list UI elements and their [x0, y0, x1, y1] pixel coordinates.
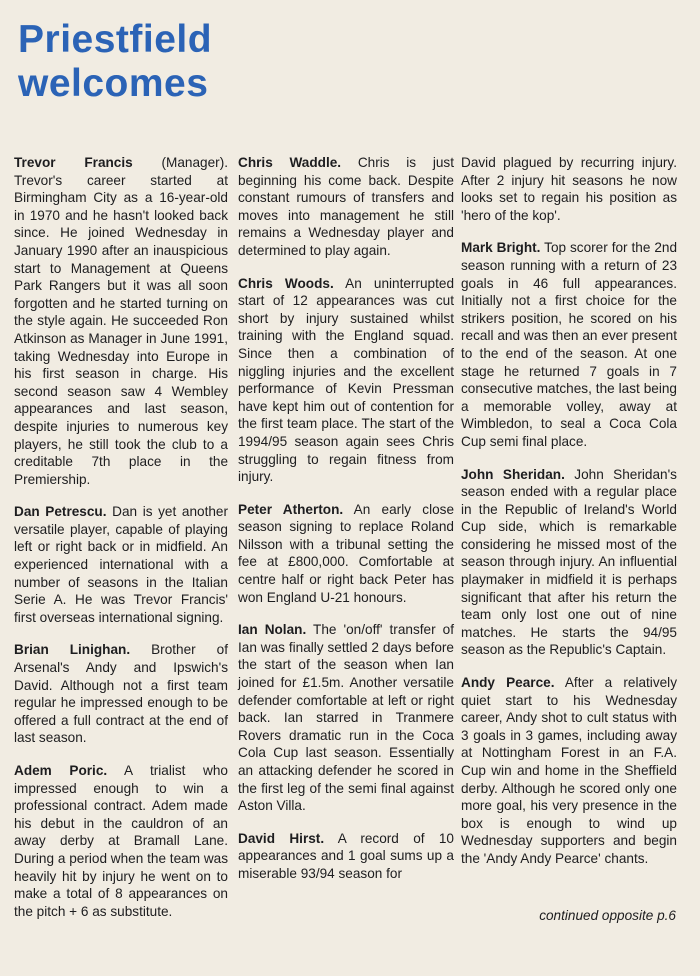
player-bio: David plagued by recurring injury. After 2 injury hit seasons he now looks set to regain his position as 'hero of the kop'. — [461, 155, 677, 223]
player-name: Brian Linighan. — [14, 642, 131, 658]
player-name: John Sheridan. — [461, 466, 565, 482]
player-bio: Top scorer for the 2nd season running with a return of 23 goals in 46 full appearances. Initially not a first choice for the strikers position, he scored on his recall and was then an ever present to the end of the season. At one stage he returned 7 goals in 7 consecutive matches, the last being a memorable volley, away at Wimbledon, to seal a Coca Cola Cup semi final place. — [461, 240, 678, 449]
player-bio: The 'on/off' transfer of Ian was finally settled 2 days before the start of the season when Ian joined for £1.5m. Another versatile defender comfortable at left or right back. Ian starred in Tranmere Rovers dramatic run in the Coca Cola Cup last season. Essentially an attacking defender he scored in the first leg of the semi final against Aston Villa. — [238, 622, 454, 814]
player-entry — [238, 830, 454, 883]
player-entry — [14, 503, 228, 626]
continued-note: continued opposite p.6 — [539, 908, 676, 923]
player-bio: Brother of Arsenal's Andy and Ipswich's David. Although not a first team regular he impressed enough to be offered a full contract at the end of last season. — [14, 642, 229, 746]
column-1 — [14, 154, 228, 935]
player-bio: A record of 10 appearances and 1 goal sums up a miserable 93/94 season for — [238, 830, 454, 881]
player-entry — [238, 154, 454, 260]
player-name: Andy Pearce. — [461, 675, 555, 691]
player-bio: John Sheridan's season ended with a regular place in the Republic of Ireland's World Cup side, which is remarkable considering he missed most of the season through injury. An influential playmaker in midfield it is perhaps significant that after his return the team only lost one out of nine matches. He starts the 94/95 season as the Republic's Captain. — [461, 466, 677, 658]
title-line-1: Priestfield — [18, 18, 213, 61]
player-name: Trevor Francis — [14, 155, 133, 170]
player-name: Ian Nolan. — [238, 622, 307, 638]
player-entry — [461, 674, 677, 868]
player-entry — [14, 762, 228, 920]
player-name: Mark Bright. — [461, 240, 541, 256]
player-entry — [461, 466, 677, 660]
player-bio: An uninterrupted start of 12 appearances was cut short by injury sustained whilst training with the England squad. Since then a combination of niggling injuries and the excellent performance of Kevin Pressman have kept him out of contention for the first team place. The start of the 1994/95 season again sees Chris struggling to regain fitness from injury. — [238, 275, 455, 485]
player-entry — [14, 641, 228, 747]
player-name: Dan Petrescu. — [14, 504, 107, 520]
player-name: Adem Poric. — [14, 763, 108, 778]
player-bio: After a relatively quiet start to his Wednesday career, Andy shot to cult status with 3 goals in 3 games, including away at Nottingham Forest in an F.A. Cup win and home in the Sheffield derby. Although he scored only one more goal, his very presence in the box is enough to wind up Wednesday supporters and begin the 'Andy Andy Pearce' chants. — [461, 675, 677, 866]
player-name: Peter Atherton. — [238, 501, 344, 517]
player-name: David Hirst. — [238, 830, 325, 846]
player-entry — [461, 154, 677, 224]
player-entry — [238, 621, 454, 815]
player-name: Chris Waddle. — [238, 155, 342, 170]
page-title — [18, 18, 212, 106]
player-entry — [14, 154, 228, 488]
player-bio: (Manager). Trevor's career started at Birmingham City as a 16-year-old in 1970 and he hasn't looked back since. He joined Wednesday in January 1990 after an inauspicious start to Management at Queens Park Rangers but it was all soon forgotten and he started turning on the style again. He succeeded Ron Atkinson as Manager in June 1991, taking Wednesday into Europe in his first season in charge. His second season saw 4 Wembley appearances and last season, despite injuries to numerous key players, he still took the club to a creditable 7th place in the Premiership. — [14, 155, 228, 487]
player-bio: Chris is just beginning his come back. Despite constant rumours of transfers and moves into management he still remains a Wednesday player and determined to play again. — [238, 155, 454, 258]
player-entry — [461, 239, 677, 450]
player-bio: Dan is yet another versatile player, capable of playing left or right back or in midfield. An experienced international with a number of seasons in the Italian Serie A. He was Trevor Francis' first overseas international signing. — [14, 504, 228, 625]
title-line-2: welcomes — [18, 62, 209, 105]
column-3 — [461, 154, 677, 883]
player-bio: An early close season signing to replace Roland Nilsson with a tribunal setting the fee at £800,000. Comfortable at centre half or right back Peter has won England U-21 honours. — [238, 501, 455, 605]
player-entry — [238, 275, 454, 486]
player-name: Chris Woods. — [238, 275, 334, 291]
player-entry — [238, 501, 454, 607]
column-2 — [238, 154, 454, 898]
player-bio: A trialist who impressed enough to win a professional contract. Adem made his debut in the cauldron of an away derby at Bramall Lane. During a period when the team was heavily hit by injury he went on to make a total of 8 appearances on the pitch + 6 as substitute. — [14, 763, 228, 919]
